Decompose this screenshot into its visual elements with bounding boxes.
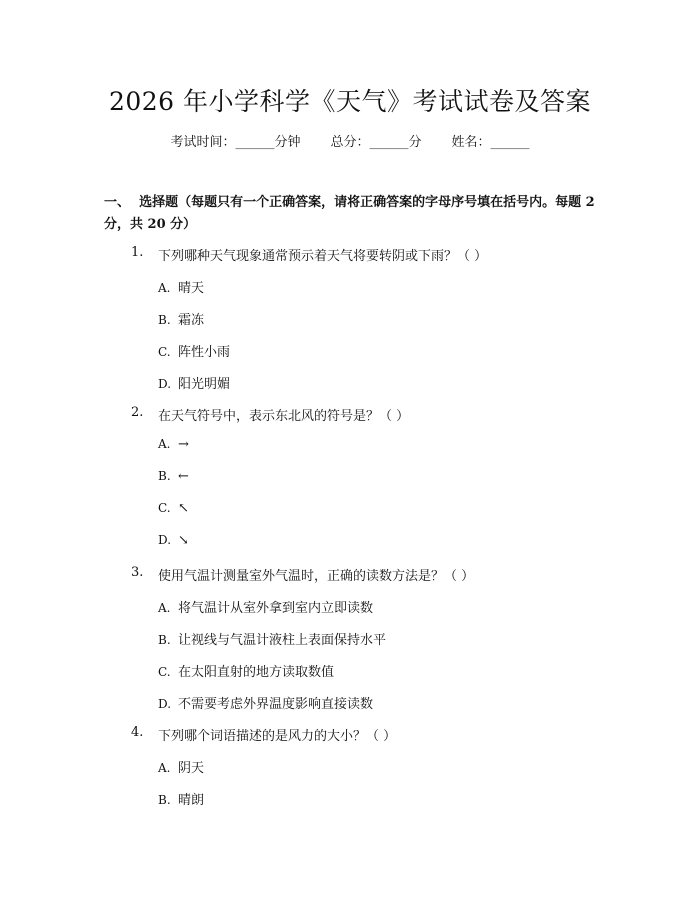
- score-unit: 分: [408, 135, 422, 150]
- option-letter: C.: [158, 345, 171, 359]
- option-text: 让视线与气温计液柱上表面保持水平: [178, 633, 387, 648]
- exam-info-line: [0, 131, 700, 150]
- score-blank: ______: [369, 135, 409, 150]
- option-letter: D.: [158, 697, 172, 711]
- time-unit: 分钟: [274, 135, 301, 150]
- option-text: 阴天: [178, 761, 205, 776]
- question-number: 2.: [131, 405, 144, 420]
- section-number: 一、: [104, 195, 131, 210]
- option-text: ↘: [178, 533, 189, 548]
- option-letter: B.: [158, 793, 171, 807]
- name-label: 姓名：: [451, 135, 491, 150]
- option-2a: [158, 437, 189, 452]
- option-text: →: [178, 437, 189, 452]
- option-1d: [158, 373, 230, 392]
- option-letter: D.: [158, 377, 172, 391]
- section-heading: [104, 192, 604, 236]
- option-letter: C.: [158, 501, 171, 515]
- page-title: 2026 年小学科学《天气》考试试卷及答案: [108, 87, 592, 116]
- option-text: 晴朗: [178, 793, 205, 808]
- option-letter: A.: [158, 761, 171, 775]
- option-text: 阳光明媚: [178, 377, 231, 392]
- score-label: 总分：: [330, 135, 370, 150]
- option-3d: [158, 693, 373, 712]
- option-3a: [158, 597, 373, 616]
- option-text: 晴天: [178, 281, 205, 296]
- option-3c: [158, 661, 334, 680]
- option-letter: C.: [158, 665, 171, 679]
- option-4a: [158, 757, 204, 776]
- option-2c: [158, 501, 189, 516]
- option-text: 阵性小雨: [178, 345, 231, 360]
- option-2d: [158, 533, 189, 548]
- option-4b: [158, 789, 204, 808]
- question-text: 在天气符号中，表示东北风的符号是？（ ）: [158, 409, 410, 424]
- option-text: 不需要考虑外界温度影响直接读数: [178, 697, 374, 712]
- question-number: 1.: [131, 245, 144, 260]
- question-text: 下列哪种天气现象通常预示着天气将要转阴或下雨？（ ）: [158, 249, 488, 264]
- option-letter: B.: [158, 313, 171, 327]
- option-letter: D.: [158, 533, 172, 547]
- option-letter: B.: [158, 633, 171, 647]
- option-text: 在太阳直射的地方读取数值: [178, 665, 335, 680]
- option-letter: A.: [158, 281, 171, 295]
- option-letter: B.: [158, 469, 171, 483]
- option-text: 霜冻: [178, 313, 205, 328]
- option-text: ↖: [178, 501, 189, 516]
- name-blank: ______: [490, 135, 530, 150]
- time-blank: ______: [235, 135, 275, 150]
- question-text: 下列哪个词语描述的是风力的大小？（ ）: [158, 729, 397, 744]
- option-text: ←: [178, 469, 189, 484]
- option-3b: [158, 629, 386, 648]
- option-letter: A.: [158, 437, 171, 451]
- option-2b: [158, 469, 189, 484]
- section-heading-text: 选择题（每题只有一个正确答案，请将正确答案的字母序号填在括号内。每题 2 分，共 20 分）: [104, 195, 595, 232]
- option-1a: [158, 277, 204, 296]
- option-1c: [158, 341, 230, 360]
- question-number: 4.: [131, 725, 144, 740]
- time-label: 考试时间：: [170, 135, 236, 150]
- option-text: 将气温计从室外拿到室内立即读数: [178, 601, 374, 616]
- option-1b: [158, 309, 204, 328]
- question-text: 使用气温计测量室外气温时，正确的读数方法是？（ ）: [158, 569, 475, 584]
- question-number: 3.: [131, 565, 144, 580]
- option-letter: A.: [158, 601, 171, 615]
